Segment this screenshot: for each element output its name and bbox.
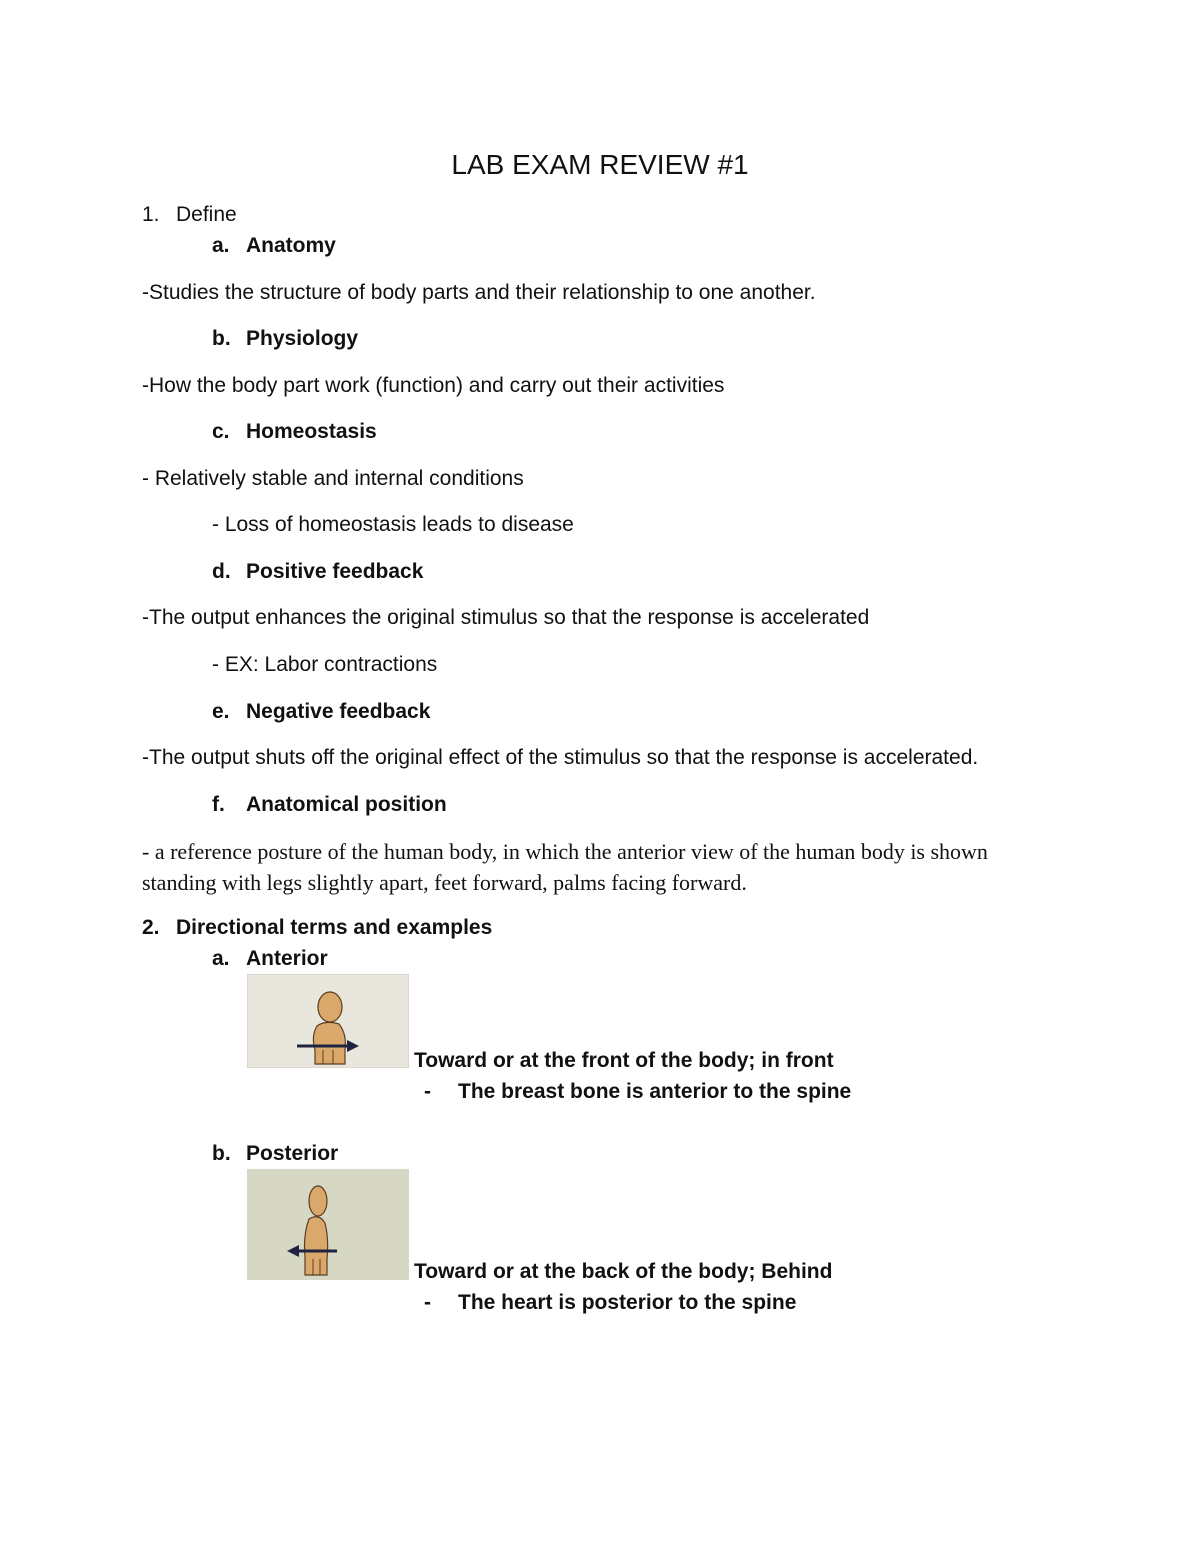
section-2-heading-line (142, 915, 492, 941)
figure-head (318, 992, 342, 1022)
term-label: Homeostasis (246, 420, 377, 443)
description-anterior: Toward or at the front of the body; in front (414, 1049, 834, 1072)
term-positive-feedback (212, 559, 423, 585)
term-marker: b. (212, 327, 231, 350)
example-marker: - (424, 1080, 431, 1103)
definition-anatomical-position: - a reference posture of the human body, in which the anterior view of the human body is shown standing with legs slightly apart, feet forward, palms facing forward. (142, 839, 988, 895)
definition-physiology: -How the body part work (function) and carry out their activities (142, 374, 725, 397)
term-marker: d. (212, 560, 231, 583)
term-label: Anatomy (246, 234, 336, 257)
term-label: Physiology (246, 327, 359, 350)
figure-torso (313, 1022, 345, 1064)
figure-head (309, 1186, 327, 1216)
description-posterior: Toward or at the back of the body; Behind (414, 1260, 833, 1283)
section-1-number: 1. (142, 203, 160, 226)
term-anatomical-position (212, 792, 447, 818)
anterior-figure (247, 974, 409, 1068)
posterior-arrow-figure-icon (247, 1169, 409, 1280)
term-negative-feedback (212, 699, 430, 725)
term-label: Positive feedback (246, 560, 424, 583)
note-positive-feedback: - EX: Labor contractions (212, 653, 438, 676)
section-2-heading: Directional terms and examples (176, 916, 493, 939)
section-1-heading-line (142, 202, 237, 228)
term-label: Anatomical position (246, 793, 447, 816)
section-1-heading: Define (176, 203, 237, 226)
page-title: LAB EXAM REVIEW #1 (451, 149, 749, 180)
note-homeostasis: - Loss of homeostasis leads to disease (212, 513, 574, 536)
term-physiology (212, 326, 358, 352)
term-marker: a. (212, 234, 230, 257)
anterior-arrow-figure-icon (247, 974, 409, 1068)
figure-background (247, 1169, 409, 1280)
section-2-number: 2. (142, 916, 160, 939)
term-label: Posterior (246, 1142, 339, 1165)
definition-anatomy: -Studies the structure of body parts and their relationship to one another. (142, 281, 816, 304)
definition-positive-feedback: -The output enhances the original stimulus so that the response is accelerated (142, 606, 870, 629)
figure-torso (305, 1217, 328, 1275)
term-marker: c. (212, 420, 230, 443)
definition-homeostasis: - Relatively stable and internal conditions (142, 467, 524, 490)
term-homeostasis (212, 419, 377, 445)
term-posterior (212, 1141, 338, 1167)
term-label: Anterior (246, 947, 328, 970)
example-posterior (424, 1290, 796, 1316)
term-marker: e. (212, 700, 230, 723)
definition-negative-feedback: -The output shuts off the original effect of the stimulus so that the response is accelerated. (142, 746, 979, 769)
example-text: The heart is posterior to the spine (458, 1291, 797, 1314)
example-text: The breast bone is anterior to the spine (458, 1080, 852, 1103)
example-marker: - (424, 1291, 431, 1314)
term-label: Negative feedback (246, 700, 431, 723)
term-marker: b. (212, 1142, 231, 1165)
term-marker: a. (212, 947, 230, 970)
term-anterior (212, 946, 328, 972)
posterior-figure (247, 1169, 409, 1280)
term-anatomy (212, 233, 336, 259)
term-marker: f. (212, 793, 225, 816)
example-anterior (424, 1079, 851, 1105)
